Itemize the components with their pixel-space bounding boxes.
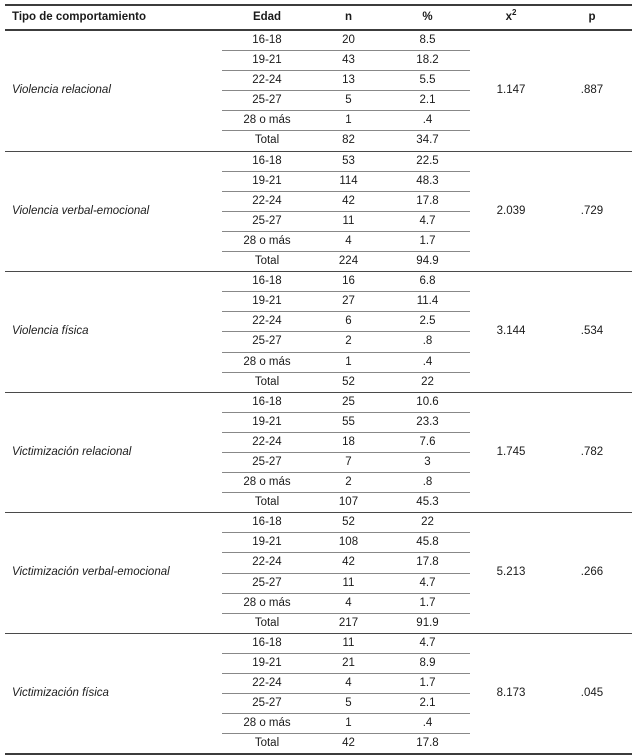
- percent-cell: 94.9: [416, 255, 439, 268]
- percent-cell: 17.8: [385, 191, 470, 211]
- chi-square-exponent: 2: [511, 8, 517, 18]
- count-cell: 7: [312, 452, 385, 472]
- age-group-cell: 16-18: [222, 30, 312, 51]
- count-cell: 107: [338, 496, 359, 509]
- percent-cell: 1.7: [385, 231, 470, 251]
- count-cell: 25: [312, 392, 385, 412]
- percent-cell: 3: [385, 452, 470, 472]
- age-group-cell: 16-18: [222, 633, 312, 653]
- age-group-cell: 28 o más: [222, 473, 312, 493]
- table-row: [5, 30, 632, 51]
- count-cell: 42: [342, 737, 355, 750]
- p-value: .729: [580, 204, 604, 217]
- age-group-cell: 19-21: [222, 533, 312, 553]
- count-cell: 42: [312, 553, 385, 573]
- column-header-p: p: [552, 5, 632, 30]
- percent-cell: .8: [385, 473, 470, 493]
- percent-cell: 17.8: [385, 553, 470, 573]
- age-group-cell: 25-27: [222, 694, 312, 714]
- percent-cell: 11.4: [385, 292, 470, 312]
- age-group-cell: Total: [254, 375, 280, 388]
- table-row: [5, 513, 632, 533]
- percent-cell: 2.5: [385, 312, 470, 332]
- chi-square-value: 3.144: [496, 325, 526, 338]
- age-group-cell: 25-27: [222, 452, 312, 472]
- age-group-cell: 22-24: [222, 71, 312, 91]
- age-group-cell: 22-24: [222, 432, 312, 452]
- percent-cell: 4.7: [385, 573, 470, 593]
- table-body: [5, 30, 632, 754]
- percent-cell: 2.1: [385, 91, 470, 111]
- count-cell: 13: [312, 71, 385, 91]
- percent-cell: .8: [385, 332, 470, 352]
- percent-cell: 2.1: [385, 694, 470, 714]
- percent-cell: .4: [385, 111, 470, 131]
- count-cell: 27: [312, 292, 385, 312]
- count-cell: 18: [312, 432, 385, 452]
- age-group-cell: 25-27: [222, 91, 312, 111]
- percent-cell: 8.9: [385, 653, 470, 673]
- age-group-cell: 19-21: [222, 412, 312, 432]
- p-value: .266: [580, 566, 604, 579]
- column-header-n: n: [312, 5, 385, 30]
- age-group-cell: 16-18: [222, 392, 312, 412]
- p-value: .534: [580, 325, 604, 338]
- column-header-percent: %: [385, 5, 470, 30]
- count-cell: 52: [342, 375, 355, 388]
- percent-cell: 45.3: [416, 496, 439, 509]
- count-cell: 1: [312, 352, 385, 372]
- behavior-label: Victimización verbal-emocional: [12, 566, 170, 579]
- table-header: [5, 5, 632, 30]
- behavior-label: Violencia relacional: [12, 84, 111, 97]
- percent-cell: 48.3: [385, 171, 470, 191]
- p-value: .782: [580, 445, 604, 458]
- count-cell: 16: [312, 272, 385, 292]
- age-group-cell: 28 o más: [222, 231, 312, 251]
- percent-cell: 22.5: [385, 151, 470, 171]
- table-row: [5, 633, 632, 653]
- count-cell: 42: [312, 191, 385, 211]
- age-group-cell: 22-24: [222, 674, 312, 694]
- age-group-cell: Total: [254, 134, 280, 147]
- percent-cell: 1.7: [385, 593, 470, 613]
- count-cell: 53: [312, 151, 385, 171]
- count-cell: 5: [312, 694, 385, 714]
- age-group-cell: 28 o más: [222, 714, 312, 734]
- age-group-cell: 19-21: [222, 51, 312, 71]
- count-cell: 11: [312, 211, 385, 231]
- count-cell: 11: [312, 573, 385, 593]
- count-cell: 20: [312, 30, 385, 51]
- percent-cell: 23.3: [385, 412, 470, 432]
- column-header-behavior: Tipo de comportamiento: [5, 5, 222, 30]
- table-bottom-border: [5, 753, 632, 754]
- behavior-label: Violencia física: [12, 325, 89, 338]
- age-group-cell: 19-21: [222, 653, 312, 673]
- percent-cell: 4.7: [385, 211, 470, 231]
- percent-cell: 10.6: [385, 392, 470, 412]
- chi-square-symbol: x: [505, 11, 512, 23]
- age-group-cell: 16-18: [222, 513, 312, 533]
- age-group-cell: 25-27: [222, 332, 312, 352]
- age-group-cell: 19-21: [222, 171, 312, 191]
- age-group-cell: Total: [254, 737, 280, 750]
- count-cell: 21: [312, 653, 385, 673]
- percent-cell: 18.2: [385, 51, 470, 71]
- count-cell: 52: [312, 513, 385, 533]
- percent-cell: 7.6: [385, 432, 470, 452]
- percent-cell: 17.8: [416, 737, 439, 750]
- behavior-label: Violencia verbal-emocional: [12, 204, 150, 217]
- count-cell: 114: [312, 171, 385, 191]
- count-cell: 2: [312, 332, 385, 352]
- count-cell: 217: [338, 616, 359, 629]
- percent-cell: 8.5: [385, 30, 470, 51]
- percent-cell: 1.7: [385, 674, 470, 694]
- count-cell: 2: [312, 473, 385, 493]
- age-group-cell: 22-24: [222, 553, 312, 573]
- percent-cell: 4.7: [385, 633, 470, 653]
- age-group-cell: 16-18: [222, 151, 312, 171]
- count-cell: 6: [312, 312, 385, 332]
- count-cell: 224: [338, 255, 359, 268]
- count-cell: 1: [312, 714, 385, 734]
- age-group-cell: 25-27: [222, 211, 312, 231]
- behavior-age-statistics-table: [5, 4, 632, 755]
- percent-cell: .4: [385, 352, 470, 372]
- behavior-label: Victimización física: [12, 687, 109, 700]
- chi-square-value: 5.213: [496, 566, 526, 579]
- column-header-age: Edad: [222, 5, 312, 30]
- count-cell: 82: [342, 134, 355, 147]
- table-header-row: [5, 5, 632, 30]
- age-group-cell: 28 o más: [222, 593, 312, 613]
- table-row: [5, 272, 632, 292]
- age-group-cell: 22-24: [222, 191, 312, 211]
- age-group-cell: Total: [254, 616, 280, 629]
- count-cell: 1: [312, 111, 385, 131]
- chi-square-value: 2.039: [496, 204, 526, 217]
- behavior-label: Victimización relacional: [12, 445, 132, 458]
- age-group-cell: 28 o más: [222, 111, 312, 131]
- percent-cell: 22: [385, 513, 470, 533]
- percent-cell: 45.8: [385, 533, 470, 553]
- count-cell: 4: [312, 593, 385, 613]
- age-group-cell: Total: [254, 496, 280, 509]
- percent-cell: .4: [385, 714, 470, 734]
- count-cell: 11: [312, 633, 385, 653]
- count-cell: 55: [312, 412, 385, 432]
- age-group-cell: 28 o más: [222, 352, 312, 372]
- chi-square-value: 1.745: [496, 445, 526, 458]
- p-value: .045: [580, 687, 604, 700]
- age-group-cell: Total: [254, 255, 280, 268]
- column-header-chi-square: [470, 5, 552, 30]
- percent-cell: 22: [421, 375, 434, 388]
- count-cell: 108: [312, 533, 385, 553]
- chi-square-value: 1.147: [496, 84, 526, 97]
- p-value: .887: [580, 84, 604, 97]
- percent-cell: 91.9: [416, 616, 439, 629]
- percent-cell: 6.8: [385, 272, 470, 292]
- age-group-cell: 19-21: [222, 292, 312, 312]
- age-group-cell: 22-24: [222, 312, 312, 332]
- table-row: [5, 151, 632, 171]
- percent-cell: 34.7: [416, 134, 439, 147]
- count-cell: 4: [312, 231, 385, 251]
- count-cell: 4: [312, 674, 385, 694]
- count-cell: 43: [312, 51, 385, 71]
- count-cell: 5: [312, 91, 385, 111]
- chi-square-value: 8.173: [496, 687, 526, 700]
- age-group-cell: 25-27: [222, 573, 312, 593]
- percent-cell: 5.5: [385, 71, 470, 91]
- age-group-cell: 16-18: [222, 272, 312, 292]
- table-row: [5, 392, 632, 412]
